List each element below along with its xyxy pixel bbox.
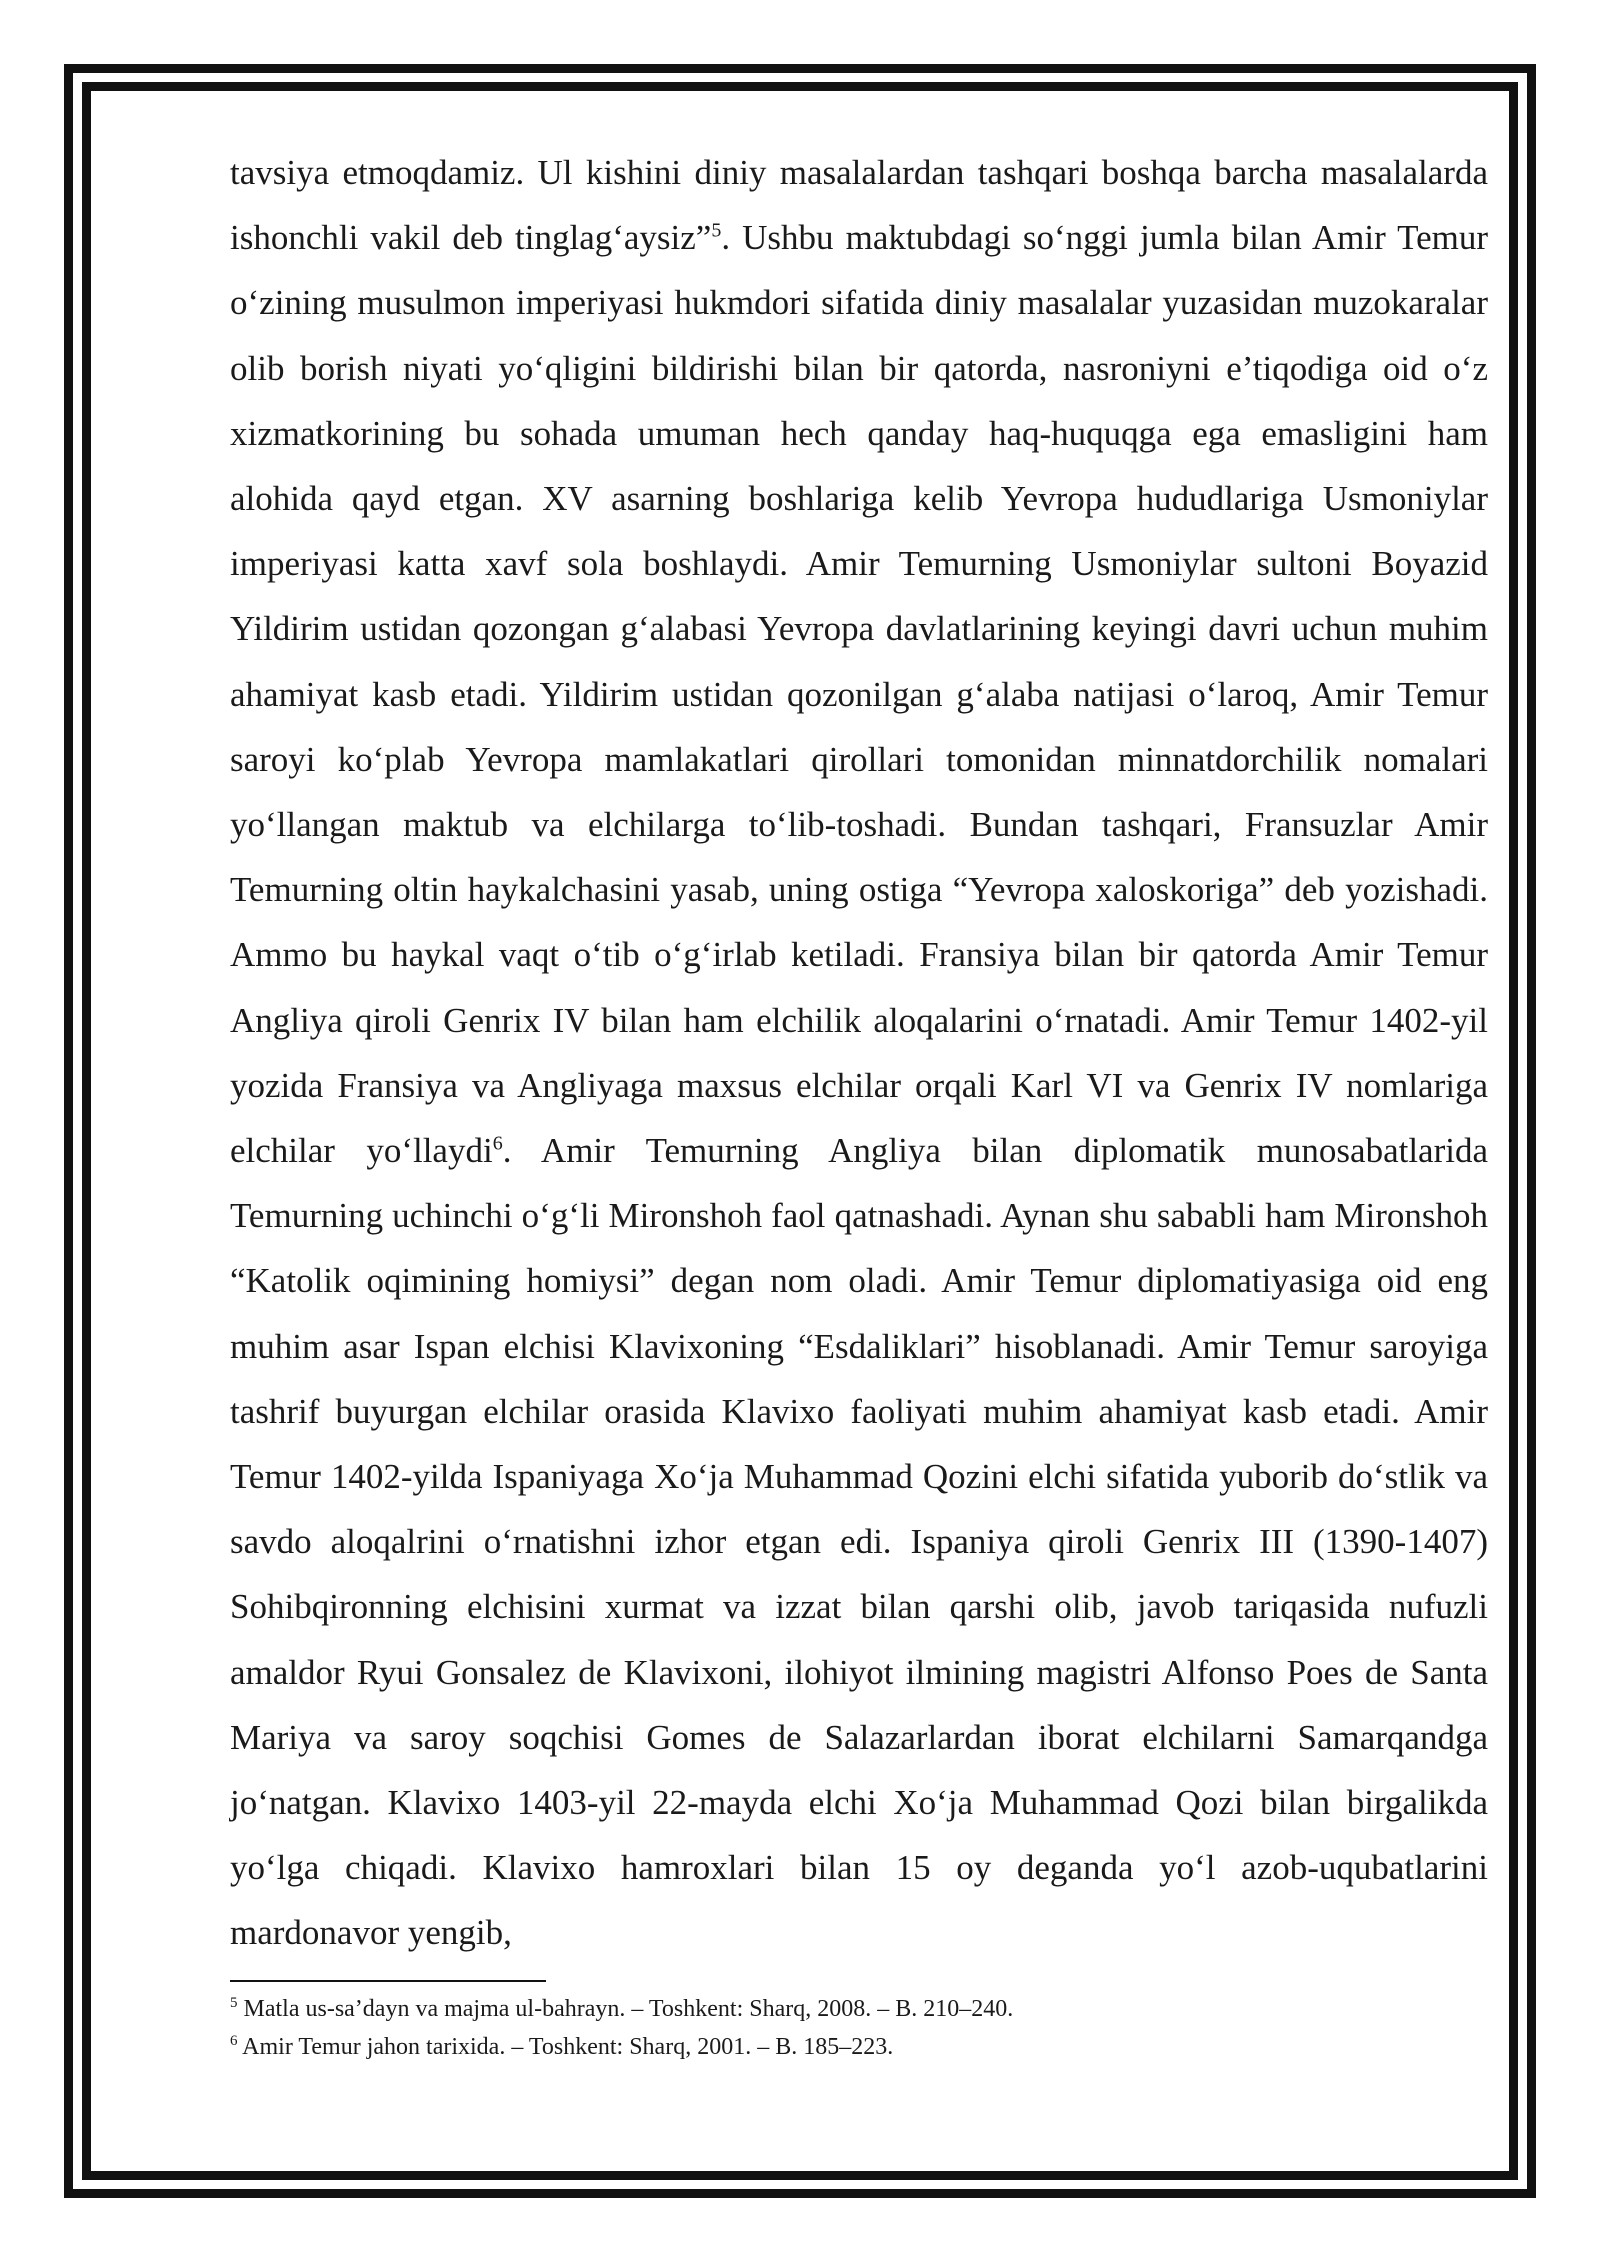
- body-paragraph: [230, 140, 1488, 1966]
- footnote-text: Matla us-sa’dayn va majma ul-bahrayn. – Toshkent: Sharq, 2008. – B. 210–240.: [237, 1995, 1014, 2022]
- footnote-text: Amir Temur jahon tarixida. – Toshkent: Sharq, 2001. – B. 185–223.: [237, 2033, 894, 2060]
- footnote-ref-6[interactable]: 6: [492, 1132, 503, 1155]
- footnote-separator: [230, 1980, 546, 1982]
- footnote-ref-5[interactable]: 5: [711, 219, 722, 242]
- footnote-6: [230, 2028, 1488, 2066]
- footnote-number: 5: [230, 1994, 238, 2011]
- page-content: [230, 140, 1488, 2066]
- body-text-part-2: . Ushbu maktubdagi so‘nggi jumla bilan Amir Temur o‘zining musulmon imperiyasi hukmdori sifatida diniy masalalar yuzasidan muzokaralar olib borish niyati yo‘qligini bildirishi bilan bir qatorda, nasroniyni e’tiqodiga oid o‘z xizmatkorining bu sohada umuman hech qanday haq-huquqga ega emasligini ham alohida qayd etgan. XV asarning boshlariga kelib Yevropa hududlariga Usmoniylar imperiyasi katta xavf sola boshlaydi. Amir Temurning Usmoniylar sultoni Boyazid Yildirim ustidan qozongan g‘alabasi Yevropa davlatlarining keyingi davri uchun muhim ahamiyat kasb etadi. Yildirim ustidan qozonilgan g‘alaba natijasi o‘laroq, Amir Temur saroyi ko‘plab Yevropa mamlakatlari qirollari tomonidan minnatdorchilik nomalari yo‘llangan maktub va elchilarga to‘lib-toshadi. Bundan tashqari, Fransuzlar Amir Temurning oltin haykalchasini yasab, uning ostiga “Yevropa xaloskoriga” deb yozishadi. Ammo bu haykal vaqt o‘tib o‘g‘irlab ketiladi. Fransiya bilan bir qatorda Amir Temur Angliya qiroli Genrix IV bilan ham elchilik aloqalarini o‘rnatadi. Amir Temur 1402-yil yozida Fransiya va Angliyaga maxsus elchilar orqali Karl VI va Genrix IV nomlariga elchilar yo‘llaydi: [230, 218, 1489, 1171]
- footnote-5: [230, 1990, 1488, 2028]
- body-text-part-1: tavsiya etmoqdamiz. Ul kishini diniy masalalardan tashqari boshqa barcha masalalarda ishonchli vakil deb tinglag‘aysiz”: [230, 153, 1488, 258]
- footnote-number: 6: [230, 2032, 238, 2049]
- body-text-part-3: . Amir Temurning Angliya bilan diplomatik munosabatlarida Temurning uchinchi o‘g‘li Mironshoh faol qatnashadi. Aynan shu sababli ham Mironshoh “Katolik oqimining homiysi” degan nom oladi. Amir Temur diplomatiyasiga oid eng muhim asar Ispan elchisi Klavixoning “Esdaliklari” hisoblanadi. Amir Temur saroyiga tashrif buyurgan elchilar orasida Klavixo faoliyati muhim ahamiyat kasb etadi. Amir Temur 1402-yilda Ispaniyaga Xo‘ja Muhammad Qozini elchi sifatida yuborib do‘stlik va savdo aloqalrini o‘rnatishni izhor etgan edi. Ispaniya qiroli Genrix III (1390-1407) Sohibqironning elchisini xurmat va izzat bilan qarshi olib, javob tariqasida nufuzli amaldor Ryui Gonsalez de Klavixoni, ilohiyot ilmining magistri Alfonso Poes de Santa Mariya va saroy soqchisi Gomes de Salazarlardan iborat elchilarni Samarqandga jo‘natgan. Klavixo 1403-yil 22-mayda elchi Xo‘ja Muhammad Qozi bilan birgalikda yo‘lga chiqadi. Klavixo hamroxlari bilan 15 oy deganda yo‘l azob-uqubatlarini mardonavor yengib,: [230, 1131, 1489, 1953]
